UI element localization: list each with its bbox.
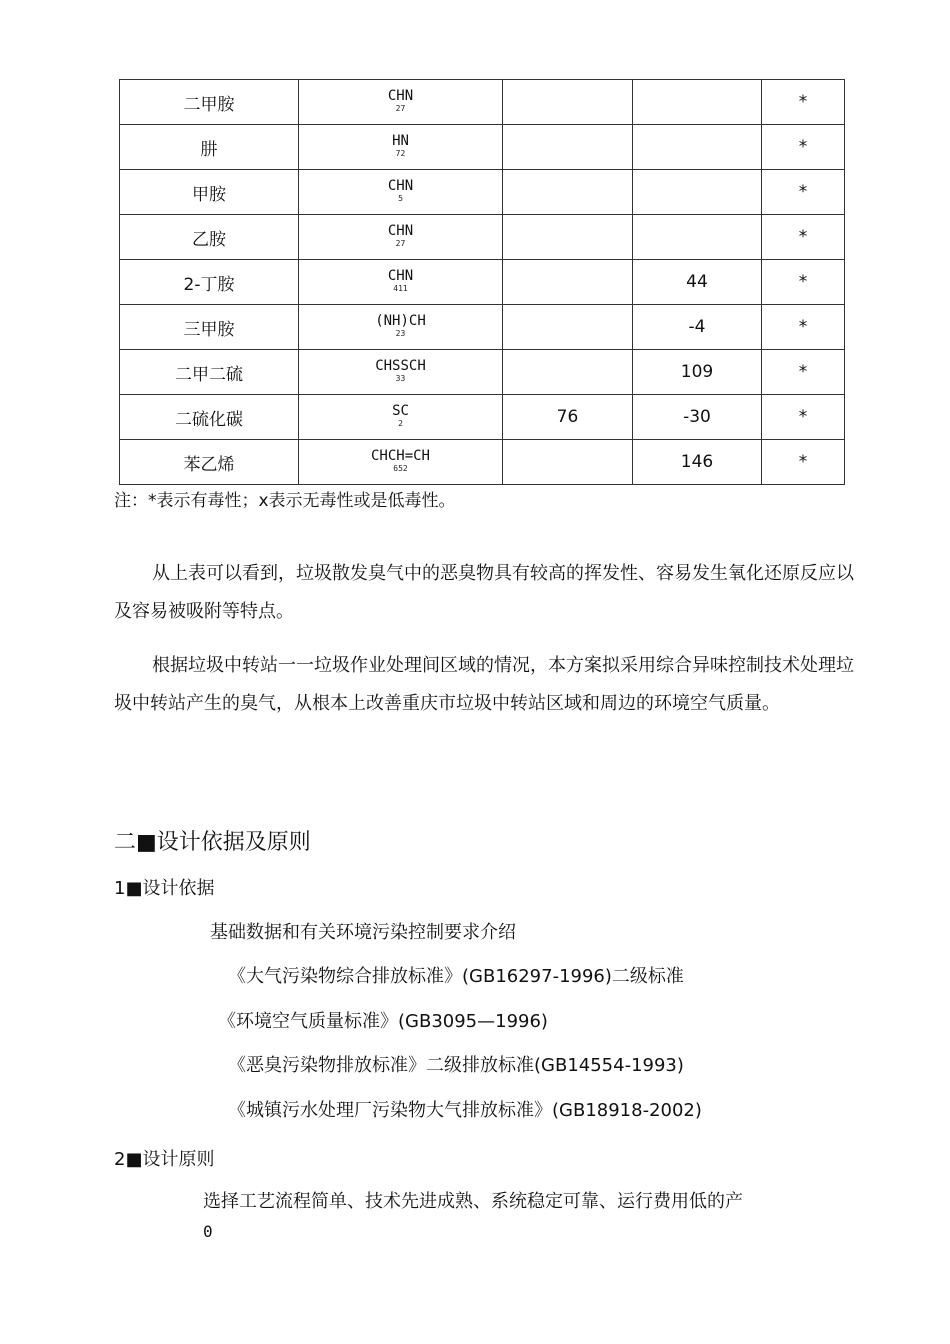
principle-text: 选择工艺流程简单、技术先进成熟、系统稳定可靠、运行费用低的产	[203, 1191, 743, 1212]
toxicity-cell: *	[762, 395, 845, 440]
table-row	[120, 350, 845, 395]
boiling-point-cell: -4	[633, 305, 762, 350]
section-heading: 二■设计依据及原则	[114, 830, 311, 855]
formula-subscripts: 27	[395, 103, 406, 113]
toxicity-cell: *	[762, 170, 845, 215]
toxicity-cell: *	[762, 260, 845, 305]
boiling-point-cell: 146	[633, 440, 762, 485]
formula-main: CHN	[387, 222, 414, 239]
formula-cell	[299, 170, 503, 215]
formula-cell	[299, 305, 503, 350]
principle-text-continued: 0	[203, 1222, 213, 1241]
molecular-weight-cell	[503, 260, 633, 305]
boiling-point-cell: 109	[633, 350, 762, 395]
formula-cell	[299, 440, 503, 485]
formula-subscripts: 33	[395, 373, 406, 383]
table-row	[120, 170, 845, 215]
formula-subscripts: 411	[393, 283, 408, 293]
compound-name-cell: 苯乙烯	[120, 440, 299, 485]
table-note: 注：*表示有毒性；x表示无毒性或是低毒性。	[114, 491, 456, 511]
formula	[371, 449, 430, 473]
boiling-point-cell	[633, 80, 762, 125]
formula-main: CHN	[387, 87, 414, 104]
molecular-weight-cell	[503, 440, 633, 485]
molecular-weight-cell	[503, 125, 633, 170]
formula-subscripts: 72	[395, 148, 406, 158]
molecular-weight-cell	[503, 305, 633, 350]
basis-intro: 基础数据和有关环境污染控制要求介绍	[210, 922, 516, 943]
chemical-table-body	[120, 80, 845, 485]
table-row	[120, 305, 845, 350]
formula-cell	[299, 395, 503, 440]
table-row	[120, 440, 845, 485]
formula-subscripts: 27	[395, 238, 406, 248]
compound-name-cell: 二甲胺	[120, 80, 299, 125]
compound-name-cell: 肼	[120, 125, 299, 170]
formula-subscripts: 2	[398, 418, 403, 428]
compound-name-cell: 2-丁胺	[120, 260, 299, 305]
compound-name-cell: 二甲二硫	[120, 350, 299, 395]
compound-name-cell: 二硫化碳	[120, 395, 299, 440]
formula	[392, 134, 409, 158]
formula	[392, 404, 409, 428]
table-row	[120, 395, 845, 440]
boiling-point-cell	[633, 215, 762, 260]
toxicity-cell: *	[762, 80, 845, 125]
table-row	[120, 260, 845, 305]
chemical-table	[119, 79, 845, 485]
molecular-weight-cell	[503, 350, 633, 395]
boiling-point-cell: -30	[633, 395, 762, 440]
formula	[388, 89, 413, 113]
subheading-design-basis: 1■设计依据	[114, 878, 215, 899]
boiling-point-cell: 44	[633, 260, 762, 305]
boiling-point-cell	[633, 125, 762, 170]
formula-cell	[299, 260, 503, 305]
formula	[388, 224, 413, 248]
formula-main: SC	[392, 402, 409, 419]
toxicity-cell: *	[762, 440, 845, 485]
paragraph-treatment-plan: 根据垃圾中转站一一垃圾作业处理间区域的情况，本方案拟采用综合异味控制技术处理垃圾中转站产生的臭气，从根本上改善重庆市垃圾中转站区域和周边的环境空气质量。	[114, 655, 854, 714]
table-row	[120, 80, 845, 125]
toxicity-cell: *	[762, 305, 845, 350]
molecular-weight-cell	[503, 80, 633, 125]
compound-name-cell: 甲胺	[120, 170, 299, 215]
formula	[375, 314, 426, 338]
molecular-weight-cell: 76	[503, 395, 633, 440]
molecular-weight-cell	[503, 215, 633, 260]
formula-main: CHN	[387, 267, 414, 284]
formula-cell	[299, 125, 503, 170]
table-row	[120, 125, 845, 170]
formula-subscripts: 5	[398, 193, 403, 203]
paragraph-odor-characteristics: 从上表可以看到，垃圾散发臭气中的恶臭物具有较高的挥发性、容易发生氧化还原反应以及容易被吸附等特点。	[114, 563, 854, 622]
formula-subscripts: 23	[395, 328, 406, 338]
formula-main: CHCH=CH	[370, 447, 430, 464]
formula-cell	[299, 215, 503, 260]
compound-name-cell: 乙胺	[120, 215, 299, 260]
toxicity-cell: *	[762, 215, 845, 260]
formula	[375, 359, 426, 383]
standard-item: 《大气污染物综合排放标准》(GB16297-1996)二级标准	[228, 966, 684, 987]
formula-main: HN	[392, 132, 409, 149]
toxicity-cell: *	[762, 350, 845, 395]
formula-cell	[299, 80, 503, 125]
standard-item: 《环境空气质量标准》(GB3095—1996)	[218, 1011, 548, 1032]
formula-cell	[299, 350, 503, 395]
toxicity-cell: *	[762, 125, 845, 170]
formula-subscripts: 652	[393, 463, 408, 473]
standard-item: 《城镇污水处理厂污染物大气排放标准》(GB18918-2002)	[228, 1100, 702, 1121]
boiling-point-cell	[633, 170, 762, 215]
formula-main: (NH)CH	[375, 312, 426, 329]
table-row	[120, 215, 845, 260]
compound-name-cell: 三甲胺	[120, 305, 299, 350]
formula-main: CHSSCH	[375, 357, 426, 374]
subheading-design-principles: 2■设计原则	[114, 1149, 215, 1170]
standard-item: 《恶臭污染物排放标准》二级排放标准(GB14554-1993)	[228, 1055, 684, 1076]
formula	[388, 179, 413, 203]
formula	[388, 269, 413, 293]
formula-main: CHN	[387, 177, 414, 194]
molecular-weight-cell	[503, 170, 633, 215]
